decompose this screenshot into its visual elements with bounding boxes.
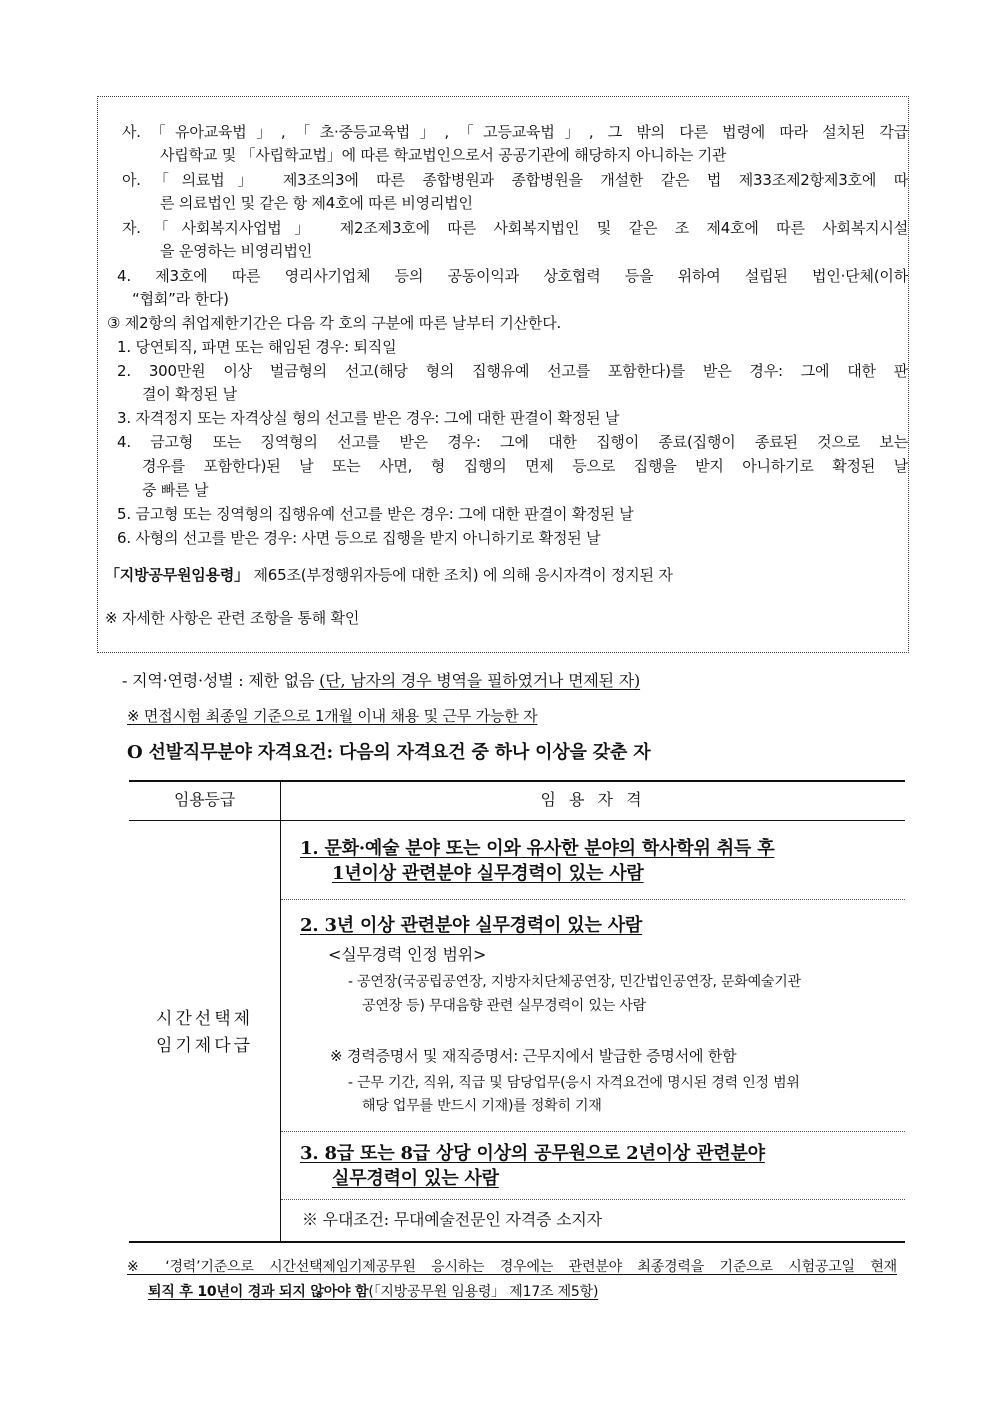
qual-item1-line1: 1. 문화·예술 분야 또는 이와 유사한 분야의 학사학위 취득 후 bbox=[300, 838, 775, 859]
row-divider-2 bbox=[281, 1131, 905, 1132]
qual-preference: ※ 우대조건: 무대예술전문인 자격증 소지자 bbox=[302, 1210, 602, 1229]
decree-line bbox=[105, 564, 673, 586]
grade-cell-line1: 시간선택제 bbox=[155, 1009, 254, 1029]
box-line-a: 아.「의료법」 제3조의3에 따른 종합병원과 종합병원을 개설한 같은 법 제33조제2항제3호에 따 bbox=[122, 171, 908, 189]
footer-note-reference: (「지방공무원 임용령」 제17조 제5항) bbox=[368, 1284, 599, 1300]
qual-item3-line2: 실무경력이 있는 사람 bbox=[332, 1168, 499, 1189]
box-line-item1: 1. 당연퇴직, 파면 또는 해임된 경우: 퇴직일 bbox=[117, 338, 397, 356]
box-line-item2-cont: 결이 확정된 날 bbox=[142, 385, 237, 403]
region-condition: (단, 남자의 경우 병역을 필하였거나 면제된 자) bbox=[319, 671, 641, 690]
qual-item2-cert: ※ 경력증명서 및 재직증명서: 근무지에서 발급한 증명서에 한함 bbox=[330, 1047, 737, 1065]
box-line-item3: 3. 자격정지 또는 자격상실 형의 선고를 받은 경우: 그에 대한 판결이 확정된 날 bbox=[117, 409, 620, 427]
row-divider-1 bbox=[281, 899, 905, 900]
region-label: - 지역·연령·성별 : 제한 없음 bbox=[122, 671, 320, 690]
table-header-grade: 임용등급 bbox=[173, 790, 236, 809]
qual-item2-scope-line2: 공연장 등) 무대음향 관련 실무경력이 있는 사람 bbox=[362, 998, 646, 1014]
box-line-item4-cont: 경우를 포함한다)된 날 또는 사면, 형 집행의 면제 등으로 집행을 받지 아니하기로 확정된 날 bbox=[142, 457, 908, 475]
box-line-sa-cont: 사립학교 및 「사립학교법」에 따른 학교법인으로서 공공기관에 해당하지 아니하는 기관 bbox=[160, 146, 727, 164]
footer-note-emphasis: 퇴직 후 10년이 경과 되지 않아야 함 bbox=[148, 1284, 369, 1300]
box-line-item5: 5. 금고형 또는 징역형의 집행유예 선고를 받은 경우: 그에 대한 판결이 확정된 날 bbox=[117, 505, 634, 523]
qual-item2-cert-line2: 해당 업무를 반드시 기재)를 정확히 기재 bbox=[362, 1098, 602, 1114]
table-header-qualification: 임 용 자 격 bbox=[540, 790, 646, 809]
box-note: ※ 자세한 사항은 관련 조항을 통해 확인 bbox=[105, 609, 360, 627]
box-line-item4-cont2: 중 빠른 날 bbox=[142, 481, 209, 499]
box-line-para3: ③ 제2항의 취업제한기간은 다음 각 호의 구분에 따른 날부터 기산한다. bbox=[107, 314, 562, 332]
table-header-border bbox=[129, 820, 905, 821]
box-line-ja-cont: 을 운영하는 비영리법인 bbox=[160, 242, 313, 260]
table-top-border bbox=[129, 780, 905, 782]
section-heading: O 선발직무분야 자격요건: 다음의 자격요건 중 하나 이상을 갖춘 자 bbox=[127, 742, 651, 763]
row-divider-3 bbox=[281, 1199, 905, 1200]
box-line-item6: 6. 사형의 선고를 받은 경우: 사면 등으로 집행을 받지 아니하기로 확정된 날 bbox=[117, 529, 601, 547]
footer-note-line1: ※ ‘경력’기준으로 시간선택제임기제공무원 응시하는 경우에는 관련분야 최종경력을 기준으로 시험공고일 현재 bbox=[127, 1259, 897, 1275]
box-line-ja: 자.「사회복지사업법」 제2조제3호에 따른 사회복지법인 및 같은 조 제4호에 따른 사회복지시설 bbox=[122, 219, 908, 237]
box-line-a-cont: 른 의료법인 및 같은 항 제4호에 따른 비영리법인 bbox=[160, 194, 473, 212]
qual-item3-line1: 3. 8급 또는 8급 상당 이상의 공무원으로 2년이상 관련분야 bbox=[300, 1143, 765, 1164]
box-line-item2: 2. 300만원 이상 벌금형의 선고(해당 형의 집행유예 선고를 포함한다)를 받은 경우: 그에 대한 판 bbox=[117, 362, 908, 380]
box-line-4: 4. 제3호에 따른 영리사기업체 등의 공동이익과 상호협력 등을 위하여 설립된 법인·단체(이하 bbox=[117, 267, 908, 285]
qual-item2-title: 2. 3년 이상 관련분야 실무경력이 있는 사람 bbox=[300, 915, 643, 936]
qual-item2-cert-line1: - 근무 기간, 직위, 직급 및 담당업무(응시 자격요건에 명시된 경력 인정 범위 bbox=[348, 1075, 800, 1091]
box-line-item4: 4. 금고형 또는 징역형의 선고를 받은 경우: 그에 대한 집행이 종료(집행이 종료된 것으로 보는 bbox=[117, 433, 908, 451]
table-column-divider bbox=[280, 780, 281, 1242]
grade-cell-line2: 임기제다급 bbox=[155, 1036, 254, 1056]
decree-title: 「지방공무원임용령」 bbox=[105, 566, 249, 584]
qual-item2-scope: <실무경력 인정 범위> bbox=[328, 945, 487, 964]
region-age-gender bbox=[122, 670, 640, 692]
interview-note: ※ 면접시험 최종일 기준으로 1개월 이내 채용 및 근무 가능한 자 bbox=[127, 707, 538, 725]
qual-item1-line2: 1년이상 관련분야 실무경력이 있는 사람 bbox=[332, 863, 644, 884]
footer-note-line2 bbox=[148, 1281, 598, 1303]
box-line-4-cont: “협회”라 한다) bbox=[132, 290, 229, 308]
table-bottom-border bbox=[129, 1241, 905, 1243]
qual-item2-scope-line1: - 공연장(국공립공연장, 지방자치단체공연장, 민간법인공연장, 문화예술기관 bbox=[348, 974, 801, 990]
box-line-sa: 사.「유아교육법」,「초·중등교육법」,「고등교육법」, 그 밖의 다른 법령에 따라 설치된 각급 bbox=[122, 123, 908, 141]
decree-text: 제65조(부정행위자등에 대한 조치) 에 의해 응시자격이 정지된 자 bbox=[248, 566, 673, 584]
